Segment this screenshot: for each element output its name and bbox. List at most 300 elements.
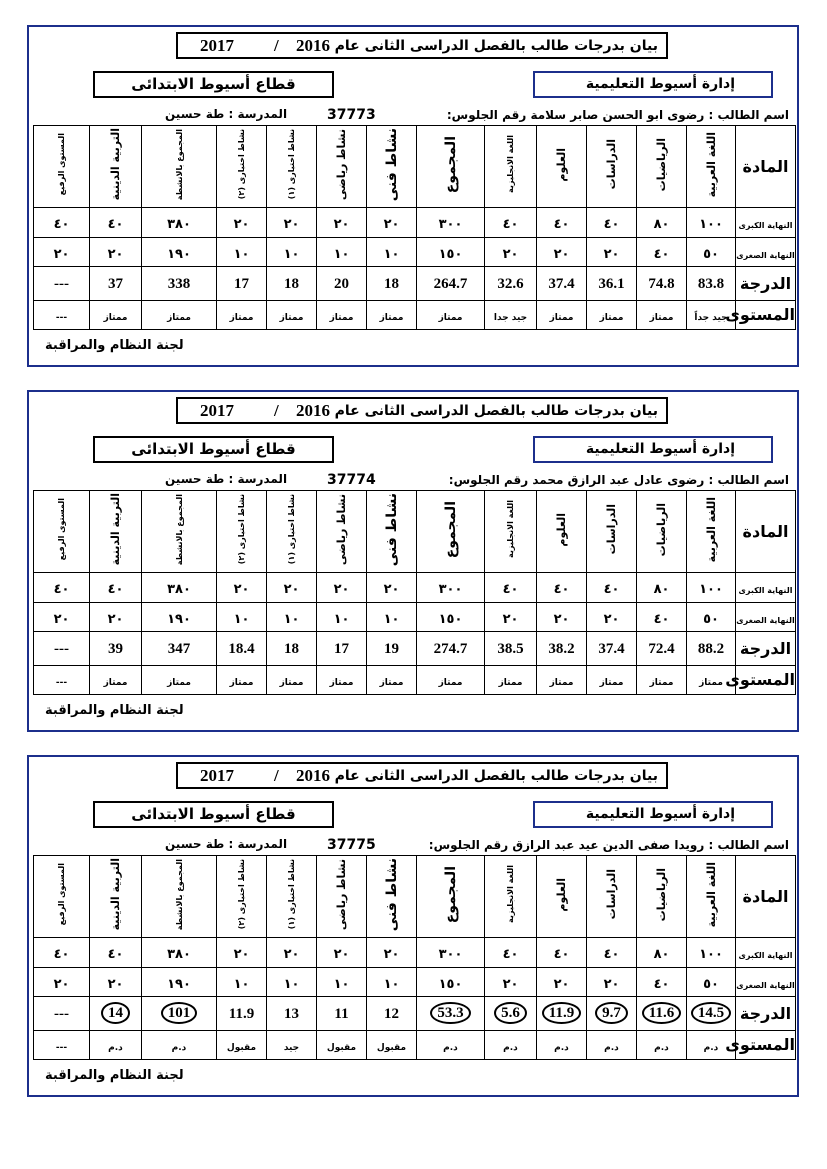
school-name: المدرسة : طة حسين bbox=[165, 107, 288, 121]
report-title-box bbox=[176, 397, 668, 424]
column-header bbox=[587, 126, 637, 208]
min-value: ٥٠ bbox=[703, 976, 719, 992]
max-value: ٤٠ bbox=[553, 581, 570, 597]
level-value: ممتاز bbox=[379, 313, 404, 324]
column-header bbox=[687, 491, 736, 573]
max-value: ٢٠ bbox=[233, 216, 250, 232]
max-cell bbox=[217, 207, 267, 237]
min-value: ٢٠ bbox=[107, 246, 124, 262]
max-cell bbox=[417, 572, 485, 602]
min-value: ٢٠ bbox=[107, 976, 124, 992]
level-value: د.م bbox=[604, 1043, 619, 1054]
report-card-2 bbox=[27, 390, 799, 732]
column-header bbox=[537, 856, 587, 938]
grade-cell bbox=[485, 632, 537, 665]
min-value: ٢٠ bbox=[107, 611, 124, 627]
level-value: مقبول bbox=[376, 1043, 407, 1054]
min-value: ١٥٠ bbox=[438, 611, 463, 627]
min-value: ٢٠ bbox=[502, 611, 519, 627]
max-cell bbox=[90, 572, 142, 602]
max-value: ٤٠ bbox=[53, 216, 70, 232]
year-separator: / bbox=[274, 401, 279, 420]
committee-name: لجنة النظام والمراقبة bbox=[45, 338, 184, 353]
grade-cell bbox=[142, 997, 217, 1030]
level-value: ممتاز bbox=[167, 678, 191, 689]
grade-value: 11 bbox=[334, 1006, 349, 1023]
column-header-label: نشاط فنى bbox=[383, 492, 400, 566]
level-label-text: المستوى bbox=[725, 305, 795, 325]
column-header-label: الدراسات bbox=[605, 504, 618, 555]
level-cell bbox=[637, 300, 687, 329]
max-value: ٢٠ bbox=[283, 216, 300, 232]
circled-grade: 53.3 bbox=[430, 1002, 470, 1024]
level-cell bbox=[587, 665, 637, 694]
max-value: ٤٠ bbox=[502, 581, 519, 597]
grade-value: 37.4 bbox=[548, 276, 575, 293]
level-cell bbox=[367, 665, 417, 694]
level-value: ممتاز bbox=[279, 678, 304, 689]
grade-value: 18 bbox=[284, 276, 299, 293]
level-value: --- bbox=[55, 1043, 68, 1054]
column-header bbox=[142, 856, 217, 938]
level-cell bbox=[142, 665, 217, 694]
level-cell bbox=[267, 1030, 317, 1059]
grade-cell bbox=[485, 267, 537, 300]
seat-label: رقم الجلوس: bbox=[428, 838, 509, 852]
column-header bbox=[417, 126, 485, 208]
min-cell bbox=[317, 603, 367, 632]
sector-name: قطاع أسيوط الابتدائى bbox=[93, 801, 334, 828]
level-value: د.م bbox=[554, 1043, 569, 1054]
min-cell bbox=[687, 968, 736, 997]
min-value: ٢٠ bbox=[53, 976, 70, 992]
grade-cell bbox=[587, 267, 637, 300]
grade-cell bbox=[317, 267, 367, 300]
min-value: ٤٠ bbox=[653, 246, 670, 262]
max-cell bbox=[537, 937, 587, 967]
level-cell bbox=[485, 665, 537, 694]
level-value: ممتاز bbox=[379, 678, 404, 689]
grade-label-text: الدرجة bbox=[739, 1003, 792, 1023]
max-cell bbox=[485, 937, 537, 967]
report-card-3 bbox=[27, 755, 799, 1097]
year-to: 2017 bbox=[200, 401, 234, 420]
circled-grade: 11.9 bbox=[542, 1002, 581, 1024]
grade-row bbox=[34, 997, 796, 1030]
level-value: د.م bbox=[171, 1043, 187, 1054]
grade-cell bbox=[317, 997, 367, 1030]
column-header-label: نشاط اختيارى (١) bbox=[287, 494, 296, 565]
max-cell bbox=[90, 207, 142, 237]
max-label bbox=[736, 572, 796, 602]
min-cell bbox=[267, 238, 317, 267]
column-header-label: نشاط اختيارى (٢) bbox=[237, 859, 246, 930]
level-cell bbox=[34, 300, 90, 329]
student-info bbox=[449, 473, 789, 487]
year-to: 2017 bbox=[200, 766, 234, 785]
grade-label bbox=[736, 632, 796, 665]
column-header bbox=[637, 856, 687, 938]
level-value: ممتاز bbox=[279, 313, 304, 324]
max-value: ٣٠٠ bbox=[438, 581, 463, 597]
max-cell bbox=[34, 572, 90, 602]
min-cell bbox=[367, 238, 417, 267]
grades-table bbox=[33, 125, 796, 330]
grade-cell bbox=[687, 267, 736, 300]
grade-value: --- bbox=[54, 1006, 69, 1023]
committee-name: لجنة النظام والمراقبة bbox=[45, 1068, 184, 1083]
min-value: ١٠ bbox=[383, 246, 400, 262]
grade-cell bbox=[217, 632, 267, 665]
grade-cell bbox=[367, 632, 417, 665]
column-header-label: المجموع بالانشطة bbox=[174, 858, 184, 930]
column-header bbox=[34, 126, 90, 208]
level-value: ممتاز bbox=[599, 313, 624, 324]
level-label-text: المستوى bbox=[725, 1035, 795, 1055]
min-cell bbox=[267, 603, 317, 632]
grade-cell bbox=[90, 632, 142, 665]
min-cell bbox=[417, 603, 485, 632]
level-cell bbox=[587, 1030, 637, 1059]
max-value: ٢٠ bbox=[333, 581, 350, 597]
column-header bbox=[267, 491, 317, 573]
max-value: ٣٠٠ bbox=[438, 216, 463, 232]
max-value: ٤٠ bbox=[107, 216, 124, 232]
circled-grade: 5.6 bbox=[494, 1002, 527, 1024]
level-value: ممتاز bbox=[103, 313, 128, 324]
max-cell bbox=[217, 937, 267, 967]
level-value: جيد bbox=[283, 1043, 300, 1054]
column-header-label: الدراسات bbox=[605, 139, 618, 190]
level-value: مقبول bbox=[226, 1043, 257, 1054]
min-value: ٢٠ bbox=[53, 246, 70, 262]
subject-header bbox=[736, 856, 796, 938]
max-cell bbox=[485, 207, 537, 237]
min-cell bbox=[142, 603, 217, 632]
min-value: ٢٠ bbox=[603, 611, 620, 627]
min-cell bbox=[317, 968, 367, 997]
column-header bbox=[142, 126, 217, 208]
max-value: ٤٠ bbox=[502, 216, 519, 232]
level-label bbox=[725, 1030, 796, 1059]
max-cell bbox=[34, 937, 90, 967]
column-header bbox=[217, 126, 267, 208]
column-header-label: المجموع bbox=[442, 500, 459, 558]
grade-value: 38.2 bbox=[548, 641, 575, 658]
grade-cell bbox=[587, 632, 637, 665]
column-header bbox=[34, 856, 90, 938]
seat-number: 37773 bbox=[327, 107, 376, 123]
grade-value: 11.9 bbox=[228, 1006, 255, 1023]
column-header bbox=[367, 491, 417, 573]
column-header-label: المستوى الرفيع bbox=[57, 863, 66, 926]
column-header bbox=[317, 856, 367, 938]
max-label bbox=[736, 937, 796, 967]
header-row bbox=[34, 856, 796, 938]
level-cell bbox=[217, 665, 267, 694]
admin-name: إدارة أسيوط التعليمية bbox=[533, 71, 773, 98]
level-value: ممتاز bbox=[649, 678, 674, 689]
column-header bbox=[267, 126, 317, 208]
column-header-label: اللغة العربية bbox=[704, 861, 718, 928]
grade-cell bbox=[217, 997, 267, 1030]
max-cell bbox=[587, 937, 637, 967]
max-value: ٤٠ bbox=[553, 216, 570, 232]
max-cell bbox=[367, 207, 417, 237]
max-label-text: النهاية الكبرى bbox=[738, 585, 793, 595]
max-cell bbox=[417, 207, 485, 237]
max-cell bbox=[537, 572, 587, 602]
level-value: جيد جدا bbox=[493, 313, 528, 324]
grade-cell bbox=[687, 632, 736, 665]
grade-value: 347 bbox=[167, 641, 191, 658]
level-cell bbox=[90, 300, 142, 329]
max-value: ١٠٠ bbox=[699, 581, 723, 597]
min-label bbox=[736, 968, 796, 997]
max-value: ٣٨٠ bbox=[167, 581, 191, 597]
column-header bbox=[485, 491, 537, 573]
min-value: ١٠ bbox=[283, 611, 300, 627]
column-header bbox=[317, 126, 367, 208]
student-name: رضوى عادل عبد الرازق محمد bbox=[532, 473, 705, 487]
min-value: ١٠ bbox=[283, 976, 300, 992]
min-row bbox=[34, 238, 796, 267]
level-cell bbox=[317, 665, 367, 694]
max-value: ٤٠ bbox=[603, 946, 620, 962]
grade-cell bbox=[34, 267, 90, 300]
min-value: ٢٠ bbox=[603, 976, 620, 992]
student-name: رويدا صفى الدين عيد عبد الرازق bbox=[512, 838, 705, 852]
column-header bbox=[417, 491, 485, 573]
max-cell bbox=[217, 572, 267, 602]
subject-header bbox=[736, 491, 796, 573]
column-header bbox=[34, 491, 90, 573]
min-cell bbox=[217, 603, 267, 632]
max-value: ٢٠ bbox=[383, 216, 400, 232]
column-header-label: المادة bbox=[742, 886, 789, 906]
grade-cell bbox=[367, 267, 417, 300]
level-row bbox=[34, 665, 796, 694]
grade-value: 338 bbox=[167, 276, 191, 293]
column-header bbox=[217, 491, 267, 573]
min-cell bbox=[217, 238, 267, 267]
column-header bbox=[687, 856, 736, 938]
grade-label bbox=[736, 997, 796, 1030]
max-value: ٨٠ bbox=[653, 216, 670, 232]
grade-cell bbox=[90, 267, 142, 300]
grade-value: 18 bbox=[284, 641, 299, 658]
max-cell bbox=[537, 207, 587, 237]
report-title: بيان بدرجات طالب بالفصل الدراسى الثانى عام bbox=[334, 768, 658, 784]
max-cell bbox=[90, 937, 142, 967]
min-label-text: النهاية الصغرى bbox=[736, 980, 795, 990]
column-header-label: الدراسات bbox=[605, 869, 618, 920]
column-header bbox=[587, 491, 637, 573]
grade-value: 17 bbox=[334, 641, 349, 658]
column-header-label: العلوم bbox=[555, 147, 568, 182]
level-cell bbox=[34, 1030, 90, 1059]
min-cell bbox=[637, 968, 687, 997]
level-cell bbox=[267, 300, 317, 329]
column-header-label: اللغة العربية bbox=[704, 131, 718, 198]
max-label bbox=[736, 207, 796, 237]
level-label bbox=[725, 665, 796, 694]
max-value: ٣٨٠ bbox=[167, 216, 191, 232]
max-value: ٢٠ bbox=[233, 946, 250, 962]
grade-cell bbox=[537, 997, 587, 1030]
report-title-box bbox=[176, 32, 668, 59]
level-cell bbox=[537, 1030, 587, 1059]
max-cell bbox=[485, 572, 537, 602]
seat-number: 37775 bbox=[327, 837, 376, 853]
grade-label-text: الدرجة bbox=[739, 273, 792, 293]
level-cell bbox=[417, 665, 485, 694]
min-value: ١٠ bbox=[383, 611, 400, 627]
column-header bbox=[537, 491, 587, 573]
level-cell bbox=[217, 300, 267, 329]
max-label-text: النهاية الكبرى bbox=[738, 220, 793, 230]
min-cell bbox=[34, 968, 90, 997]
grade-cell bbox=[34, 997, 90, 1030]
column-header bbox=[217, 856, 267, 938]
min-cell bbox=[142, 968, 217, 997]
grade-cell bbox=[217, 267, 267, 300]
level-cell bbox=[317, 1030, 367, 1059]
min-cell bbox=[217, 968, 267, 997]
column-header-label: نشاط رياضى bbox=[335, 858, 348, 930]
min-cell bbox=[367, 968, 417, 997]
committee-name: لجنة النظام والمراقبة bbox=[45, 703, 184, 718]
max-value: ٢٠ bbox=[383, 946, 400, 962]
column-header-label: المستوى الرفيع bbox=[57, 498, 66, 561]
max-cell bbox=[142, 207, 217, 237]
min-label bbox=[736, 238, 796, 267]
column-header-label: الرياضيات bbox=[655, 502, 668, 557]
min-cell bbox=[417, 968, 485, 997]
column-header-label: نشاط اختيارى (١) bbox=[287, 859, 296, 930]
grade-value: 32.6 bbox=[497, 276, 524, 293]
min-cell bbox=[587, 603, 637, 632]
min-cell bbox=[90, 968, 142, 997]
grade-cell bbox=[417, 632, 485, 665]
column-header-label: التربية الدينية bbox=[109, 858, 122, 931]
subject-header bbox=[736, 126, 796, 208]
max-value: ٤٠ bbox=[53, 946, 70, 962]
grade-cell bbox=[687, 997, 736, 1030]
level-cell bbox=[637, 1030, 687, 1059]
column-header-label: التربية الدينية bbox=[109, 493, 122, 566]
max-cell bbox=[367, 572, 417, 602]
level-value: ممتاز bbox=[167, 313, 191, 324]
max-value: ٤٠ bbox=[603, 581, 620, 597]
min-value: ١٠ bbox=[233, 976, 250, 992]
level-value: د.م bbox=[654, 1043, 669, 1054]
circled-grade: 11.6 bbox=[642, 1002, 681, 1024]
grade-cell bbox=[637, 997, 687, 1030]
grade-cell bbox=[367, 997, 417, 1030]
grade-value: 20 bbox=[334, 276, 349, 293]
min-value: ٥٠ bbox=[703, 611, 719, 627]
min-cell bbox=[637, 603, 687, 632]
header-row bbox=[34, 126, 796, 208]
min-cell bbox=[485, 238, 537, 267]
grade-value: 274.7 bbox=[433, 641, 468, 658]
level-cell bbox=[367, 1030, 417, 1059]
min-cell bbox=[637, 238, 687, 267]
max-cell bbox=[317, 207, 367, 237]
column-header-label: العلوم bbox=[555, 512, 568, 547]
column-header-label: المادة bbox=[742, 156, 789, 176]
column-header-label: المجموع بالانشطة bbox=[174, 493, 184, 565]
level-cell bbox=[367, 300, 417, 329]
min-row bbox=[34, 968, 796, 997]
level-cell bbox=[142, 1030, 217, 1059]
level-cell bbox=[317, 300, 367, 329]
min-cell bbox=[90, 603, 142, 632]
max-label-text: النهاية الكبرى bbox=[738, 950, 793, 960]
max-cell bbox=[267, 937, 317, 967]
level-value: ممتاز bbox=[103, 678, 128, 689]
grade-value: --- bbox=[54, 276, 69, 293]
grade-value: 37 bbox=[108, 276, 123, 293]
grade-cell bbox=[142, 267, 217, 300]
level-label-text: المستوى bbox=[725, 670, 795, 690]
column-header bbox=[267, 856, 317, 938]
max-cell bbox=[367, 937, 417, 967]
column-header-label: الرياضيات bbox=[655, 137, 668, 192]
min-cell bbox=[34, 238, 90, 267]
max-cell bbox=[142, 572, 217, 602]
level-value: ممتاز bbox=[699, 678, 723, 689]
level-value: ممتاز bbox=[649, 313, 674, 324]
column-header-label: اللغة الانجليزية bbox=[506, 865, 515, 924]
level-row bbox=[34, 300, 796, 329]
max-cell bbox=[142, 937, 217, 967]
max-row bbox=[34, 207, 796, 237]
column-header-label: نشاط اختيارى (٢) bbox=[237, 129, 246, 200]
column-header bbox=[367, 856, 417, 938]
max-value: ٢٠ bbox=[333, 216, 350, 232]
column-header bbox=[90, 126, 142, 208]
seat-label: رقم الجلوس: bbox=[448, 473, 529, 487]
level-cell bbox=[142, 300, 217, 329]
max-value: ٨٠ bbox=[653, 946, 670, 962]
column-header-label: الرياضيات bbox=[655, 867, 668, 922]
min-cell bbox=[367, 603, 417, 632]
grade-cell bbox=[267, 267, 317, 300]
grade-value: 72.4 bbox=[648, 641, 675, 658]
min-cell bbox=[142, 238, 217, 267]
level-value: مقبول bbox=[326, 1043, 357, 1054]
level-cell bbox=[637, 665, 687, 694]
min-cell bbox=[90, 238, 142, 267]
column-header bbox=[637, 491, 687, 573]
level-cell bbox=[537, 300, 587, 329]
min-value: ٢٠ bbox=[603, 246, 620, 262]
grade-value: 74.8 bbox=[648, 276, 675, 293]
grade-value: 18 bbox=[384, 276, 399, 293]
column-header-label: نشاط اختيارى (٢) bbox=[237, 494, 246, 565]
column-header bbox=[90, 491, 142, 573]
min-value: ٢٠ bbox=[502, 246, 519, 262]
level-cell bbox=[417, 1030, 485, 1059]
column-header-label: المادة bbox=[742, 521, 789, 541]
level-cell bbox=[537, 665, 587, 694]
grade-value: 12 bbox=[384, 1006, 399, 1023]
level-value: ممتاز bbox=[329, 678, 354, 689]
column-header-label: نشاط رياضى bbox=[335, 128, 348, 200]
min-value: ١٠ bbox=[333, 246, 350, 262]
